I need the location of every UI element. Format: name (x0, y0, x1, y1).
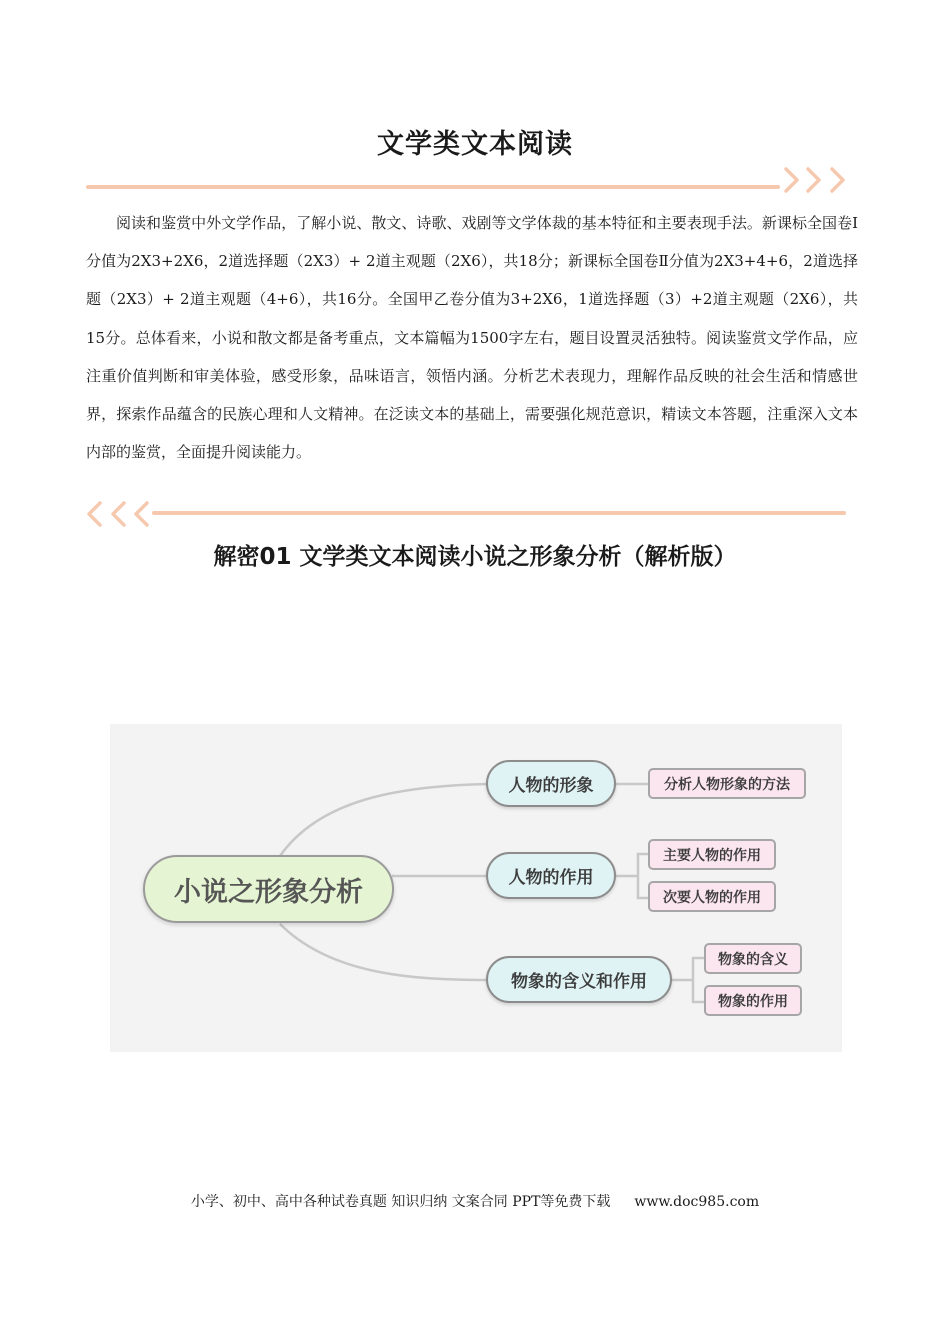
decorative-divider-top (86, 185, 780, 189)
mindmap-diagram (110, 724, 842, 1052)
mindmap-branch-object-meaning: 物象的含义和作用 (486, 956, 672, 1003)
page-title: 文学类文本阅读 (377, 129, 573, 160)
mindmap-branch-character-image: 人物的形象 (486, 760, 616, 807)
chevron-right-icon (780, 166, 850, 196)
section-title: 解密01 文学类文本阅读小说之形象分析（解析版） (213, 544, 737, 570)
mindmap-leaf-object-meaning: 物象的含义 (704, 943, 802, 974)
chevron-left-icon (84, 500, 154, 530)
footer-text: 小学、初中、高中各种试卷真题 知识归纳 文案合同 PPT等免费下载 (190, 1194, 611, 1210)
footer-url-link[interactable]: www.doc985.com (634, 1194, 760, 1210)
mindmap-leaf-object-role: 物象的作用 (704, 985, 802, 1016)
mindmap-leaf-main-character: 主要人物的作用 (648, 839, 776, 870)
mindmap-leaf-minor-character: 次要人物的作用 (648, 881, 776, 912)
footer (0, 1191, 950, 1211)
mindmap-leaf-analysis-method: 分析人物形象的方法 (648, 768, 806, 799)
decorative-divider-bottom (152, 511, 846, 515)
mindmap-root: 小说之形象分析 (143, 855, 394, 923)
intro-paragraph: 阅读和鉴赏中外文学作品，了解小说、散文、诗歌、戏剧等文学体裁的基本特征和主要表现手法。新课标全国卷Ⅰ分值为2X3+2X6，2道选择题（2X3）+ 2道主观题（2X6），共18分；新课标全国卷Ⅱ分值为2X3+4+6，2道选择题（2X3）+ 2道主观题（4+6），共16分。全国甲乙卷分值为3+2X6，1道选择题（3）+2道主观题（2X6），共15分。总体看来，小说和散文都是备考重点，文本篇幅为1500字左右，题目设置灵活独特。阅读鉴赏文学作品，应注重价值判断和审美体验，感受形象，品味语言，领悟内涵。分析艺术表现力，理解作品反映的社会生活和情感世界，探索作品蕴含的民族心理和人文精神。在泛读文本的基础上，需要强化规范意识，精读文本答题，注重深入文本内部的鉴赏，全面提升阅读能力。 (86, 214, 858, 462)
mindmap-branch-character-role: 人物的作用 (486, 852, 616, 899)
